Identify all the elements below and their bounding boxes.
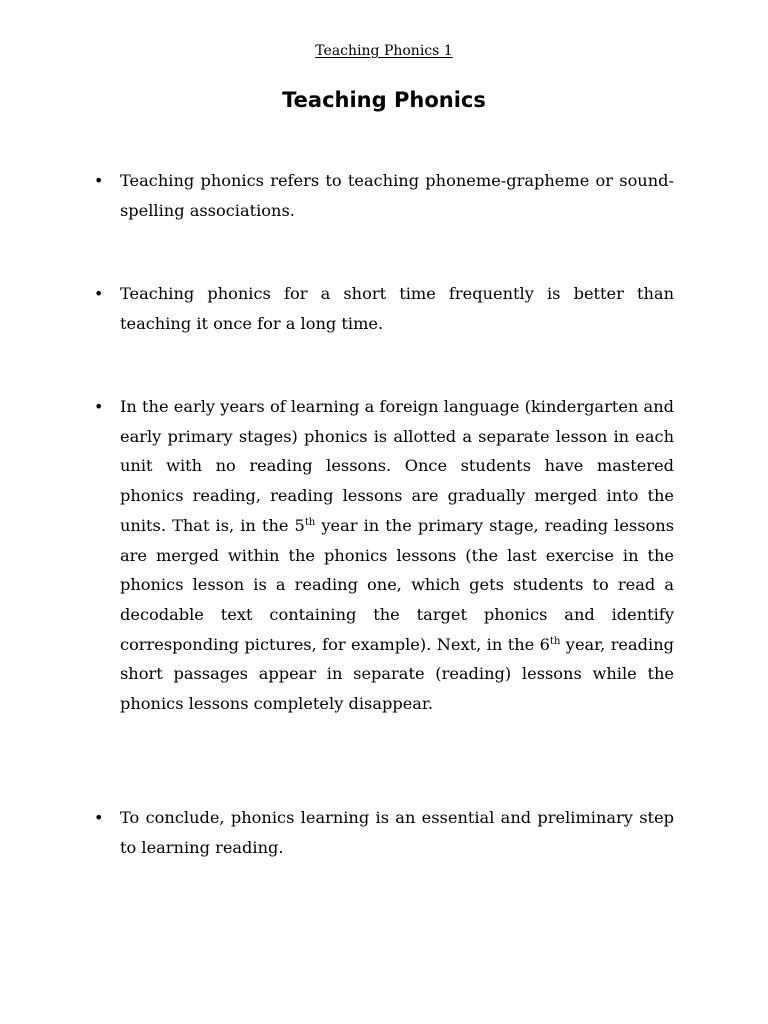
bullet-dot-icon: • <box>94 284 104 303</box>
bullet-text <box>120 392 674 719</box>
bullet-dot-icon: • <box>94 808 104 827</box>
bullet-text-part-3: year, reading short passages appear in separate (reading) lessons while the phonics lessons completely disappear. <box>120 634 674 714</box>
bullet-text-part-2: year in the primary stage, reading lessons are merged within the phonics lessons (the last exercise in the phonics lesson is a reading one, which gets students to read a decodable text containing the target phonics and identify corresponding pictures, for example). Next, in the 6 <box>120 515 674 654</box>
ordinal-superscript: th <box>304 516 316 528</box>
bullet-item-definition <box>94 166 674 225</box>
bullet-dot-icon: • <box>94 397 104 416</box>
bullet-text: Teaching phonics refers to teaching phoneme-grapheme or sound-spelling associations. <box>120 171 674 220</box>
bullet-text: To conclude, phonics learning is an essential and preliminary step to learning reading. <box>120 808 674 857</box>
ordinal-superscript: th <box>549 635 561 647</box>
bullet-item-frequency <box>94 279 674 338</box>
bullet-item-early-years <box>94 392 674 719</box>
running-head: Teaching Phonics 1 <box>315 43 453 59</box>
bullet-item-conclusion <box>94 803 674 862</box>
bullet-text-part-1: In the early years of learning a foreign language (kindergarten and early primary stages) phonics is allotted a separate lesson in each unit with no reading lessons. Once students have mastered phonics reading, reading lessons are gradually merged into the units. That is, in the 5 <box>120 397 674 535</box>
bullet-text: Teaching phonics for a short time frequently is better than teaching it once for a long time. <box>120 284 674 333</box>
document-title: Teaching Phonics <box>282 88 486 112</box>
bullet-dot-icon: • <box>94 171 104 190</box>
